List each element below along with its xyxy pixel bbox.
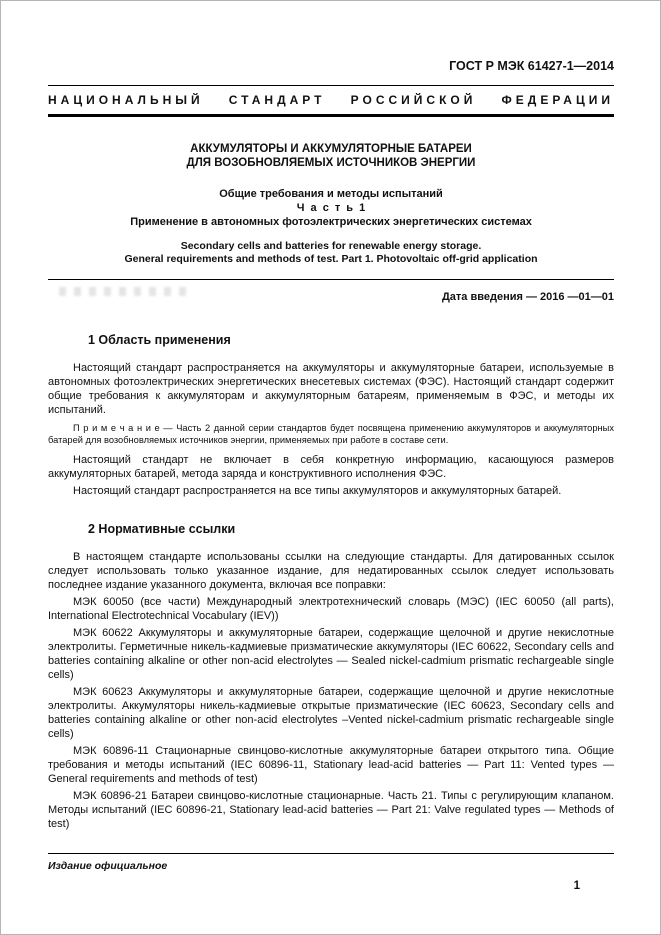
section-2-title: 2 Нормативные ссылки	[88, 522, 236, 536]
effective-date: Дата введения — 2016 —01—01	[441, 291, 614, 303]
standard-type-banner: НАЦИОНАЛЬНЫЙ СТАНДАРТ РОССИЙСКОЙ ФЕДЕРАЦИИ	[48, 93, 614, 107]
document-title-ru-line2: ДЛЯ ВОЗОБНОВЛЯЕМЫХ ИСТОЧНИКОВ ЭНЕРГИИ	[186, 157, 476, 169]
header-rule-bottom	[48, 114, 614, 117]
header-rule-top	[48, 85, 614, 86]
document-title-ru-line1: АККУМУЛЯТОРЫ И АККУМУЛЯТОРНЫЕ БАТАРЕИ	[190, 143, 472, 155]
document-title-en-line2: General requirements and methods of test. Part 1. Photovoltaic off-grid application	[124, 253, 538, 265]
title-rule	[48, 279, 614, 280]
section-2-intro: В настоящем стандарте использованы ссылки на следующие стандарты. Для датированных ссылок следует использовать только указанное издание, для недатированных ссылок следует использовать последнее издание указанного документа, включая все поправки:	[48, 551, 614, 591]
part-label: Ч а с т ь 1	[296, 202, 366, 214]
document-title-ru	[48, 142, 614, 170]
document-title-en-line1: Secondary cells and batteries for renewable energy storage.	[180, 240, 482, 252]
doc-number: ГОСТ Р МЭК 61427-1—2014	[449, 59, 614, 73]
section-1-title: 1 Область применения	[88, 333, 231, 347]
normative-reference: МЭК 60050 (все части) Международный электротехнический словарь (МЭС) (IEC 60050 (all parts), International Electrotechnical Vocabulary (IEV))	[48, 596, 614, 622]
section-1-paragraph: Настоящий стандарт распространяется на аккумуляторы и аккумуляторные батареи, используемые в автономных фотоэлектрических энергетических внесетевых системах (ФЭС). Настоящий стандарт содержит общие требования к аккумуляторам и аккумуляторным батареям, применяемым в ФЭС, и методы их испытаний.	[48, 362, 614, 416]
section-1-note: П р и м е ч а н и е — Часть 2 данной серии стандартов будет посвящена применению аккумуляторов и аккумуляторных батарей для возобновляемых источников энергии, применяемых при работе в составе сети.	[48, 423, 614, 445]
document-subtitle-block	[48, 187, 614, 229]
document-title-en	[48, 240, 614, 266]
section-1-paragraph: Настоящий стандарт не включает в себя конкретную информацию, касающуюся размеров аккумуляторных батарей, метода заряда и конструктивного исполнения ФЭС.	[48, 454, 614, 480]
page-number: 1	[573, 880, 580, 892]
normative-reference: МЭК 60896-11 Стационарные свинцово-кислотные аккумуляторные батареи открытого типа. Общие требования и методы испытаний (IEC 60896-11, Stationary lead-acid batteries — Part 11: Vented types — General requirements and methods of test)	[48, 745, 614, 785]
scan-artifact	[59, 287, 189, 296]
footer-rule	[48, 853, 614, 854]
normative-reference: МЭК 60896-21 Батареи свинцово-кислотные стационарные. Часть 21. Типы с регулирующим клапаном. Методы испытаний (IEC 60896-21, Stationary lead-acid batteries — Part 21: Valve regulated types — Methods of test)	[48, 790, 614, 830]
normative-reference: МЭК 60623 Аккумуляторы и аккумуляторные батареи, содержащие щелочной и другие некислотные электролиты. Аккумуляторы никель-кадмиевые открытые призматические (IEC 60623, Secondary cells and batteries containing alkaline or other non-acid electrolytes –Vented nickel-cadmium prismatic rechargeable single cells)	[48, 686, 614, 740]
section-1-paragraph: Настоящий стандарт распространяется на все типы аккумуляторов и аккумуляторных батарей.	[73, 485, 562, 497]
part-scope: Применение в автономных фотоэлектрических энергетических системах	[130, 216, 532, 228]
edition-note: Издание официальное	[48, 860, 168, 872]
document-subtitle: Общие требования и методы испытаний	[219, 188, 443, 200]
normative-reference: МЭК 60622 Аккумуляторы и аккумуляторные батареи, содержащие щелочной и другие некислотные электролиты. Герметичные никель-кадмиевые призматические аккумуляторы (IEC 60622, Secondary cells and batteries containing alkaline or other non-acid electrolytes — Sealed nickel-cadmium prismatic rechargeable single cells)	[48, 627, 614, 681]
